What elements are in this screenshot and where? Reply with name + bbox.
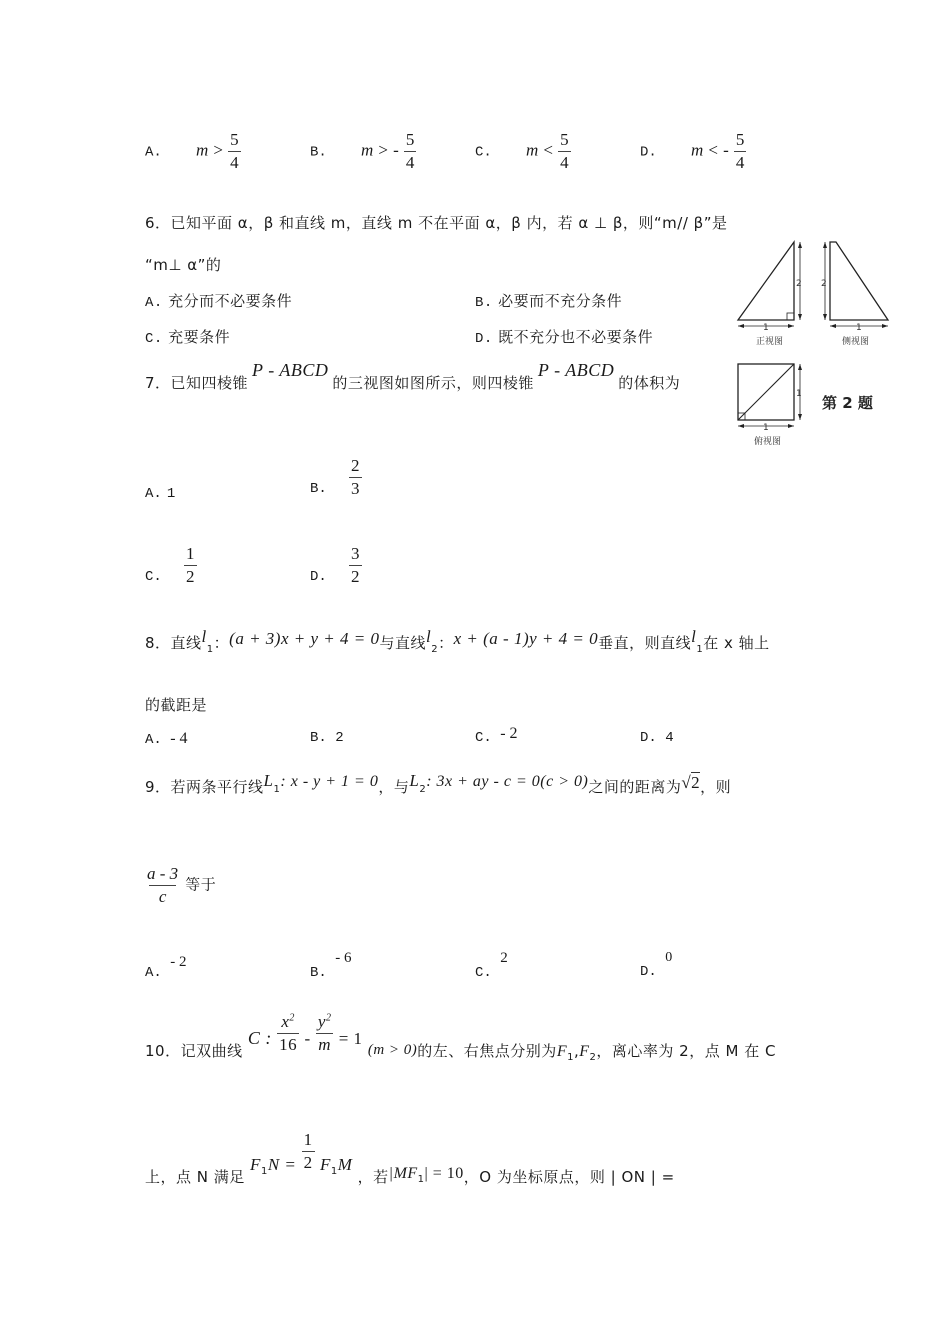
q6-option-d: D. 既不充分也不必要条件 bbox=[475, 328, 654, 347]
fraction: $\frac{5}{4}$ bbox=[230, 130, 239, 172]
fraction: $\frac{3}{2}$ bbox=[351, 544, 360, 586]
q7-option-a: A. 1 bbox=[145, 486, 176, 502]
svg-text:1: 1 bbox=[796, 389, 802, 399]
three-view-figure bbox=[730, 236, 900, 450]
q5-option-a: A. m > $\frac{5}{4}$ bbox=[145, 130, 239, 172]
front-view-label: 正视图 bbox=[756, 337, 784, 347]
fraction: $\frac{5}{4}$ bbox=[405, 130, 415, 172]
q5-option-b: B. m > - $\frac{5}{4}$ bbox=[310, 130, 415, 172]
q8-option-d: D. 4 bbox=[640, 730, 674, 746]
q7-option-c: C. $\frac{1}{2}$ bbox=[145, 544, 195, 586]
figure-caption: 第 2 题 bbox=[822, 394, 873, 412]
q9-stem: 9．若两条平行线$L_1$: x - y + 1 = 0，与$L_2$: 3x + ay - c = 0(c > 0)之间的距离为√2，则 bbox=[145, 771, 732, 796]
side-view bbox=[821, 242, 888, 347]
svg-text:2: 2 bbox=[796, 279, 802, 289]
q7-option-b: B. $\frac{2}{3}$ bbox=[310, 456, 360, 498]
fraction: $\frac{5}{4}$ bbox=[560, 130, 569, 172]
q10-stem: 10．记双曲线 C : $\frac{x^2}{16}$ - $\frac{y^2}{m}$ = 1 (m > 0)的左、右焦点分别为$F_1,F_2$，离心率为 2，点 M 在 C bbox=[145, 1012, 776, 1063]
fraction: $\frac{a - 3}{c}$ bbox=[147, 864, 179, 906]
q5-option-d: D. m < - $\frac{5}{4}$ bbox=[640, 130, 745, 172]
q8-option-c: C. - 2 bbox=[475, 725, 518, 746]
side-view-label: 侧视图 bbox=[842, 337, 870, 347]
svg-text:1: 1 bbox=[856, 323, 862, 333]
q9-option-a: A. - 2 bbox=[145, 954, 187, 981]
q8-option-b: B. 2 bbox=[310, 730, 344, 746]
q10-stem-line2: 上，点 N 满足 $F_1N$ = $\frac{1}{2}$ $F_1M$ ，若$|MF_1| = 10$，O 为坐标原点，则 | ON | = bbox=[145, 1130, 675, 1186]
fraction: $\frac{y^2}{m}$ bbox=[317, 1012, 332, 1054]
svg-text:2: 2 bbox=[821, 279, 827, 289]
top-view bbox=[738, 364, 802, 447]
q9-fraction-expression: $\frac{a - 3}{c}$ 等于 bbox=[147, 864, 217, 906]
q6-stem-line2: “m⊥ α”的 bbox=[145, 256, 222, 274]
q9-option-d: D. 0 bbox=[640, 950, 673, 980]
q5-option-c: C. m < $\frac{5}{4}$ bbox=[475, 130, 569, 172]
q8-stem-line2: 的截距是 bbox=[145, 696, 208, 714]
fraction: $\frac{x^2}{16}$ bbox=[279, 1012, 298, 1054]
fraction: $\frac{1}{2}$ bbox=[303, 1130, 313, 1172]
fraction: $\frac{2}{3}$ bbox=[351, 456, 360, 498]
svg-text:1: 1 bbox=[763, 423, 769, 433]
q6-option-c: C. 充要条件 bbox=[145, 328, 231, 347]
q7-option-d: D. $\frac{3}{2}$ bbox=[310, 544, 360, 586]
q9-option-c: C. 2 bbox=[475, 950, 508, 981]
q8-stem: 8．直线$l_1$：(a + 3)x + y + 4 = 0与直线$l_2$：x + (a - 1)y + 4 = 0垂直，则直线$l_1$在 x 轴上 bbox=[145, 627, 770, 655]
q6-stem-line1: 6．已知平面 α，β 和直线 m，直线 m 不在平面 α，β 内，若 α ⊥ β，则“m// β”是 bbox=[145, 214, 728, 232]
front-view bbox=[738, 242, 802, 347]
q6-option-b: B. 必要而不充分条件 bbox=[475, 292, 623, 311]
q8-option-a: A. - 4 bbox=[145, 730, 188, 748]
svg-text:1: 1 bbox=[763, 323, 769, 333]
q6-option-a: A. 充分而不必要条件 bbox=[145, 292, 293, 311]
fraction: $\frac{1}{2}$ bbox=[186, 544, 195, 586]
fraction: $\frac{5}{4}$ bbox=[735, 130, 745, 172]
q9-option-b: B. - 6 bbox=[310, 950, 352, 981]
q7-stem: 7．已知四棱锥P - ABCD的三视图如图所示，则四棱锥P - ABCD的体积为 bbox=[145, 360, 681, 392]
top-view-label: 俯视图 bbox=[754, 437, 782, 447]
